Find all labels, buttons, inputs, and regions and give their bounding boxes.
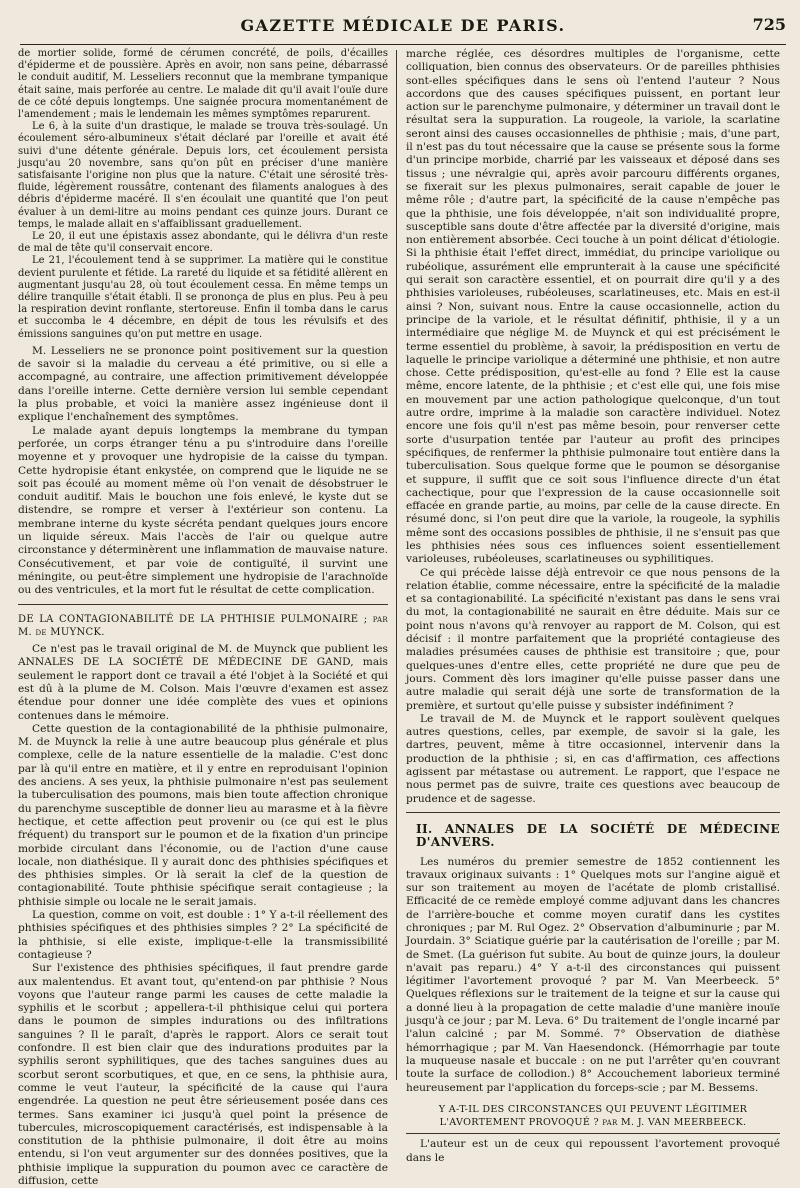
section-separator	[18, 604, 388, 605]
page-header	[20, 10, 786, 45]
paragraph: Sur l'existence des phthisies spécifiques, il faut prendre garde aux malentendus. Et avant tout, qu'entend-on par phthisie ? Nous voyons que l'auteur range parmi les causes de cette maladie la syphilis et le scorbut ; appellera-t-il phthisique celui qui portera dans le poumon de simples indurations ou des infiltrations sanguines ? Il le paraît, d'après le rapport. Alors ce serait tout confondre. Il est bien clair que des indurations produites par la syphilis seront syphilitiques, que des taches sanguines dues au scorbut seront scorbutiques, et que, en ce sens, la phthisie aura, comme le veut l'auteur, la spécificité de la cause qui l'aura engendrée. La question ne peut être sérieusement posée dans ces termes. Sans examiner ici jusqu'à quel point la présence de tubercules, microscopiquement caractérisés, est indispensable à la constitution de la phthisie pulmonaire, il doit être au moins entendu, si l'on veut argumenter sur des données positives, que la phthisie implique la suppuration du poumon avec ce caractère de diffusion, cette	[18, 962, 388, 1187]
paragraph: Cette question de la contagionabilité de la phthisie pulmonaire, M. de Muynck la relie à une autre beaucoup plus générale et plus complexe, celle de la nature essentielle de la maladie. C'est donc par là qu'il entre en matière, et il y entre en reproduisant l'opinion des anciens. A ses yeux, la phthisie pulmonaire n'est pas seulement la tuberculisation des poumons, mais bien toute affection chronique du parenchyme susceptible de donner lieu au marasme et à la fièvre hectique, et cette affection peut provenir ou (ce qui est le plus fréquent) du transport sur le poumon et de la fixation d'un principe morbide circulant dans l'économie, ou de l'action d'une cause locale, non diathésique. Il y aurait donc des phthisies spécifiques et des phthisies simples. Or là serait la clef de la question de contagionabilité. Toute phthisie spécifique serait contagieuse ; la phthisie simple ou locale ne le serait jamais.	[18, 722, 388, 908]
paragraph: L'auteur est un de ceux qui repoussent l'avortement provoqué dans le	[406, 1138, 780, 1164]
column-rule	[396, 50, 397, 1080]
paragraph: marche réglée, ces désordres multiples de l'organisme, cette colliquation, bien connus des observateurs. Or de pareilles phthisies sont-elles spécifiques dans le sens où l'entend l'auteur ? Nous accordons que des causes spécifiques puissent, en portant leur action sur le parenchyme pulmonaire, y déterminer un travail dont le résultat sera la suppuration. La rougeole, la variole, la scarlatine seront ainsi des causes occasionnelles de phthisie ; mais, d'une part, il n'est pas du tout nécessaire que la cause se présente sous la forme d'un principe morbide, charrié par les vaisseaux et déposé dans ses tissus ; une névralgie qui, après avoir parcouru différents organes, se fixerait sur les plexus pulmonaires, serait capable de jouer le même rôle ; d'autre part, la spécificité de la cause n'empêche pas que la phthisie, une fois développée, n'ait son individualité propre, susceptible sans doute d'être affectée par la diversité d'origine, mais non entièrement absorbée. Ceci touche à un point délicat d'étiologie. Si la phthisie était l'effet direct, immédiat, du principe variolique ou rubéolique, assurément elle emprunterait à la cause une spécificité qui serait son caractère essentiel, et on pourrait dire qu'il y a des phthisies varioleuses, rubéoleuses, scarlatineuses, etc. Mais en est-il ainsi ? Non, suivant nous. Entre la cause occasionnelle, action du principe de la variole, et le résultat définitif, phthisie, il y a un intermédiaire que néglige M. de Muynck et qui est précisément le terme essentiel du problème, à savoir, la prédisposition en vertu de laquelle le principe variolique a déterminé une phthisie, et non autre chose. Cette prédisposition, qu'est-elle au fond ? Elle est la cause même, encore latente, de la phthisie ; et c'est elle qui, une fois mise en mouvement par une action pathologique quelconque, d'un tout autre ordre, imprime à la maladie son caractère individuel. Notez encore une fois qu'il n'est pas même besoin, pour renverser cette sorte d'usurpation tentée par l'auteur au profit des principes spécifiques, de renfermer la phthisie pulmonaire tout entière dans la tuberculisation. Sous quelque forme que le poumon se désorganise et suppure, il suffit que ce soit sous l'influence directe d'un état cachectique, pour que l'expression de la cause occasionnelle soit effacée en grande partie, au moins, par celle de la cause directe. En résumé donc, si l'on peut dire que la variole, la rougeole, la syphilis même sont des occasions possibles de phthisie, il ne s'ensuit pas que les phthisies nées sous ces influences soient essentiellement varioleuses, rubéoleuses, scarlatineuses ou syphilitiques.	[406, 48, 780, 566]
left-column	[18, 48, 388, 1187]
paragraph: Le 20, il eut une épistaxis assez abondante, qui le délivra d'un reste de mal de tête qu'il conservait encore.	[18, 231, 388, 255]
subsection-separator	[406, 1133, 780, 1134]
paragraph: Le 21, l'écoulement tend à se supprimer. La matière qui le constitue devient purulente et fétide. La rareté du liquide et sa fétidité allèrent en augmentant jusqu'au 28, où tout écoulement cessa. En même temps un délire tranquille s'était établi. Il se prononça de plus en plus. Peu à peu la respiration devint ronflante, stertoreuse. Enfin il tomba dans le carus et succomba le 4 décembre, en dépit de tous les révulsifs et des émissions sanguines qu'on put mettre en usage.	[18, 255, 388, 340]
paragraph: Le malade ayant depuis longtemps la membrane du tympan perforée, un corps étranger ténu a pu s'introduire dans l'oreille moyenne et y provoquer une hydropisie de la caisse du tympan. Cette hydropisie étant enkystée, on comprend que le liquide ne se soit pas écoulé au moment même où l'on venait de désobstruer le conduit auditif. Mais le bouchon une fois enlevé, le kyste dut se distendre, se rompre et verser à l'extérieur son contenu. La membrane interne du kyste sécréta pendant quelques jours encore un liquide séreux. Mais l'accès de l'air ou quelque autre circonstance y déterminèrent une inflammation de mauvaise nature. Consécutivement, et par voie de contiguïté, il survint une méningite, ou peut-être simplement une hydropisie de l'arachnoïde ou des ventricules, et la mort fut le résultat de cette complication.	[18, 424, 388, 597]
journal-title: GAZETTE MÉDICALE DE PARIS.	[240, 16, 566, 35]
section-heading: II. ANNALES DE LA SOCIÉTÉ DE MÉDECINE D'ANVERS.	[416, 821, 780, 850]
right-column	[406, 48, 780, 1164]
paragraph: Ce qui précède laisse déjà entrevoir ce que nous pensons de la relation établie, comme nécessaire, entre la spécificité de la maladie et sa contagionabilité. La spécificité n'existant pas dans le sens vrai du mot, la contagionabilité ne saurait en être déduite. Mais sur ce point nous n'avons qu'à renvoyer au rapport de M. Colson, qui est décisif : il montre parfaitement que la propriété contagieuse des maladies présumées causes de phthisie est transitoire ; que, pour quelques-unes d'entre elles, cette propriété ne dure que peu de jours. Comment dès lors imaginer qu'elle puisse passer dans une autre maladie qui serait déjà une sorte de transformation de la première, et surtout qu'elle puisse y subsister indéfiniment ?	[406, 566, 780, 712]
page-number: 725	[752, 15, 786, 34]
subsection-heading: Y A-T-IL DES CIRCONSTANCES QUI PEUVENT LÉGITIMER L'AVORTEMENT PROVOQUÉ ? par M. J. VAN MEERBEECK.	[438, 1103, 748, 1129]
paragraph: de mortier solide, formé de cérumen concrété, de poils, d'écailles d'épiderme et de poussière. Après en avoir, non sans peine, débarrassé le conduit auditif, M. Lesseliers reconnut que la membrane tympanique était saine, mais perforée au centre. Le malade dit qu'il avait l'ouïe dure de ce côté depuis longtemps. Une saignée procura momentanément de l'amendement ; mais le lendemain les mêmes symptômes reparurent.	[18, 48, 388, 121]
section-separator	[406, 812, 780, 813]
paragraph: Ce n'est pas le travail original de M. de Muynck que publient les ANNALES DE LA SOCIÉTÉ DE MÉDECINE DE GAND, mais seulement le rapport dont ce travail a été l'objet à la Société et qui est dû à la plume de M. Colson. Mais l'œuvre d'examen est assez étendue pour donner une idée complète des vues et opinions contenues dans le mémoire.	[18, 643, 388, 722]
paragraph: Le 6, à la suite d'un drastique, le malade se trouva très-soulagé. Un écoulement séro-albumineux s'était déclaré par l'oreille et avait été suivi d'une détente générale. Depuis lors, cet écoulement persista jusqu'au 20 novembre, sans qu'on pût en préciser d'une manière satisfaisante l'origine non plus que la nature. C'était une sérosité très-fluide, légèrement roussâtre, contenant des filaments analogues à des débris d'épiderme macéré. Il s'en écoulait une quantité que l'on peut évaluer à un demi-litre au moins pendant ces quinze jours. Durant ce temps, le malade allait en s'affaiblissant graduellement.	[18, 121, 388, 230]
paragraph: Les numéros du premier semestre de 1852 contiennent les travaux originaux suivants : 1° Quelques mots sur l'angine aiguë et sur son traitement au moyen de l'acétate de plomb cristallisé. Efficacité de ce remède employé comme adjuvant dans les chancres de l'arrière-bouche et comme moyen curatif dans les cystites chroniques ; par M. Rul Ogez. 2° Observation d'albuminurie ; par M. Jourdain. 3° Sciatique guérie par la cautérisation de l'oreille ; par M. de Smet. (La guérison fut subite. Au bout de quinze jours, la douleur n'avait pas reparu.) 4° Y a-t-il des circonstances qui puissent légitimer l'avortement provoqué ? par M. Van Meerbeeck. 5° Quelques réflexions sur le traitement de la teigne et sur la cause qui a donné lieu à la propagation de cette maladie d'une manière inouïe jusqu'à ce jour ; par M. Leva. 6° Du traitement de l'ongle incarné par l'alun calciné ; par M. Sommé. 7° Observation de diathèse hémorrhagique ; par M. Van Haesendonck. (Hémorrhagie par toute la muqueuse nasale et buccale : on ne put l'arrêter qu'en couvrant toute la surface de collodion.) 8° Accouchement laborieux terminé heureusement par l'application du forceps-scie ; par M. Bessems.	[406, 855, 780, 1094]
paragraph: La question, comme on voit, est double : 1° Y a-t-il réellement des phthisies spécifiques et des phthisies simples ? 2° La spécificité de la phthisie, si elle existe, implique-t-elle la transmissibilité contagieuse ?	[18, 909, 388, 961]
paragraph: Le travail de M. de Muynck et le rapport soulèvent quelques autres questions, celles, par exemple, de savoir si la gale, les dartres, peuvent, même à titre occasionnel, intervenir dans la production de la phthisie ; si, en cas d'affirmation, ces affections agissent par métastase ou autrement. Le rapport, que l'espace ne nous permet pas de suivre, traite ces questions avec beaucoup de prudence et de sagesse.	[406, 712, 780, 805]
section-heading: DE LA CONTAGIONABILITÉ DE LA PHTHISIE PULMONAIRE ; par M. de MUYNCK.	[18, 613, 388, 638]
paragraph: M. Lesseliers ne se prononce point positivement sur la question de savoir si la maladie du cerveau a été primitive, ou si elle a accompagné, au contraire, une affection primitivement développée dans l'oreille interne. Cette dernière version lui semble cependant la plus probable, et voici la manière assez ingénieuse dont il explique l'enchaînement des symptômes.	[18, 344, 388, 424]
